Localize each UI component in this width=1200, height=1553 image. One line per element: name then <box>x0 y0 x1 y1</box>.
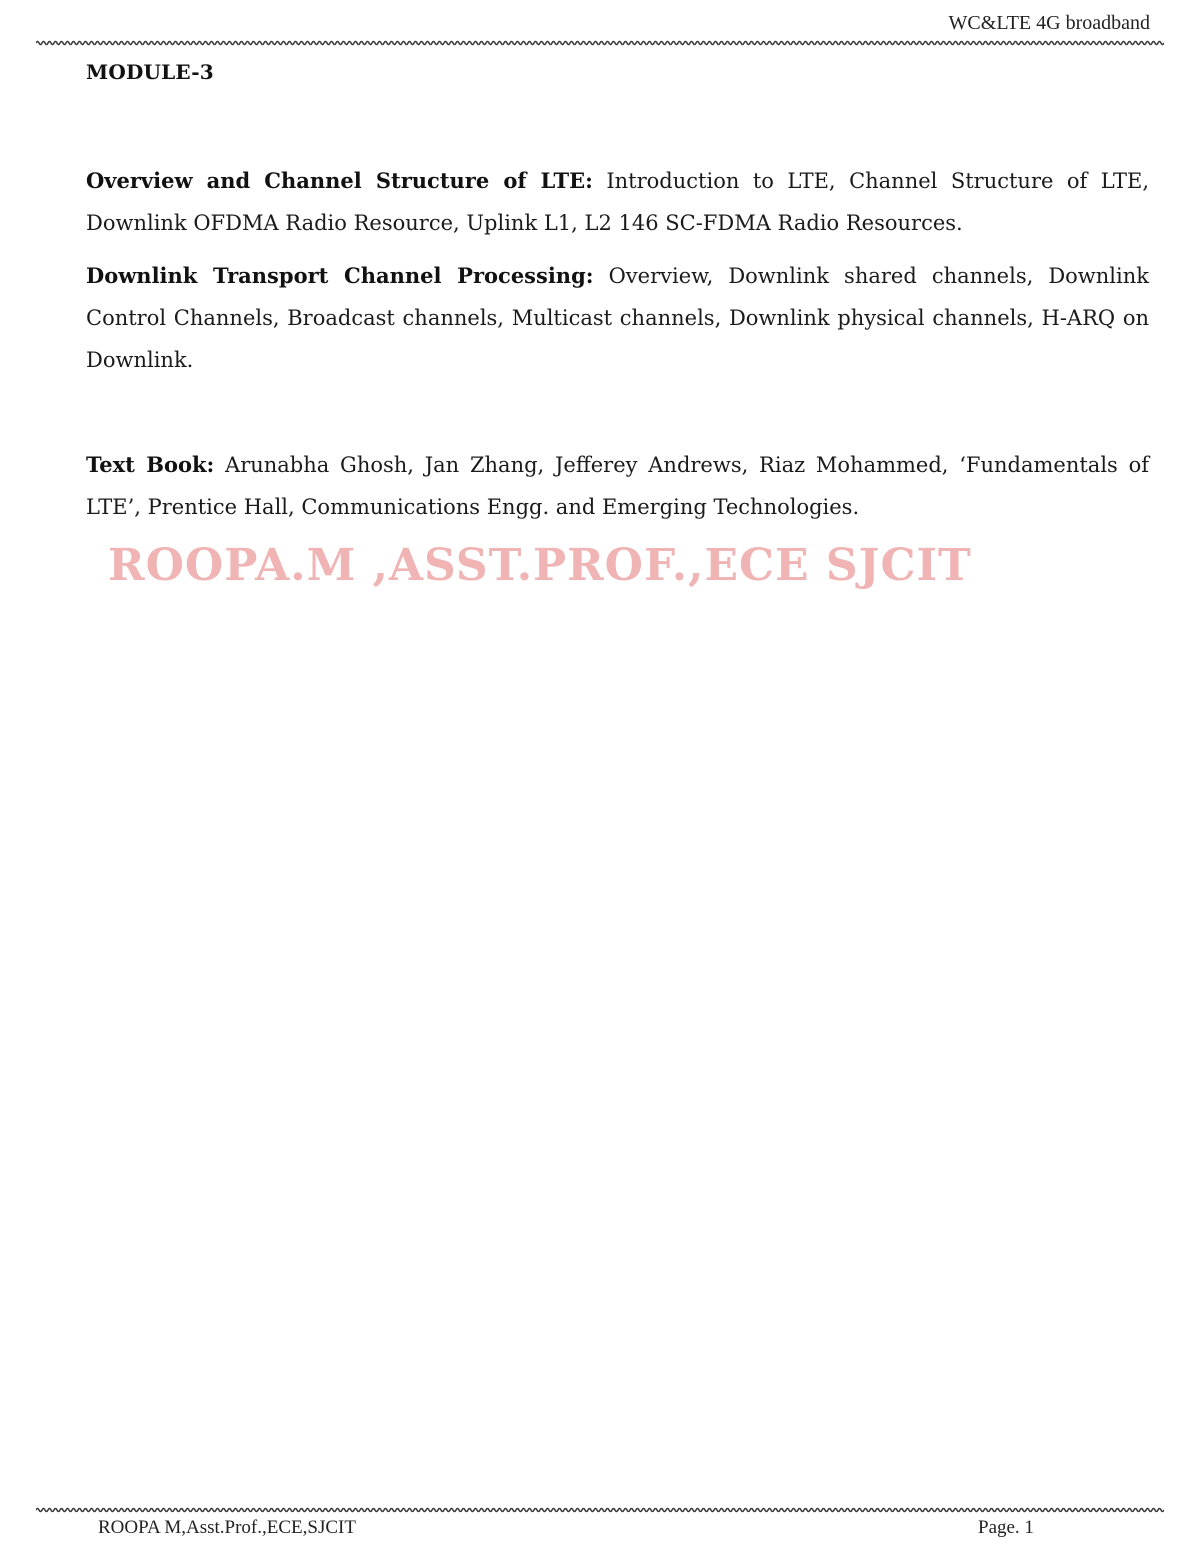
section-textbook-text: Arunabha Ghosh, Jan Zhang, Jefferey Andrews, Riaz Mohammed, ‘Fundamentals of LTE’, Prentice Hall, Communications Engg. and Emerging Technologies. <box>86 453 1149 519</box>
module-title: MODULE-3 <box>86 60 214 84</box>
header-wavy-divider <box>36 38 1164 48</box>
section-downlink <box>86 255 1149 381</box>
section-downlink-text: Overview, Downlink shared channels, Downlink Control Channels, Broadcast channels, Multicast channels, Downlink physical channels, H-ARQ on Downlink. <box>86 264 1149 372</box>
footer-page-number: Page. 1 <box>978 1517 1034 1538</box>
section-overview-heading: Overview and Channel Structure of LTE: <box>86 168 593 193</box>
section-textbook-heading: Text Book: <box>86 452 215 477</box>
section-downlink-heading: Downlink Transport Channel Processing: <box>86 263 594 288</box>
section-textbook <box>86 444 1149 528</box>
section-overview-text: Introduction to LTE, Channel Structure of LTE, Downlink OFDMA Radio Resource, Uplink L1, L2 146 SC-FDMA Radio Resources. <box>86 169 1149 235</box>
section-overview <box>86 160 1149 244</box>
footer-wavy-divider <box>36 1505 1164 1515</box>
header-title: WC&LTE 4G broadband <box>948 12 1150 34</box>
watermark: ROOPA.M ,ASST.PROF.,ECE SJCIT <box>108 540 972 591</box>
footer-author: ROOPA M,Asst.Prof.,ECE,SJCIT <box>98 1517 356 1538</box>
